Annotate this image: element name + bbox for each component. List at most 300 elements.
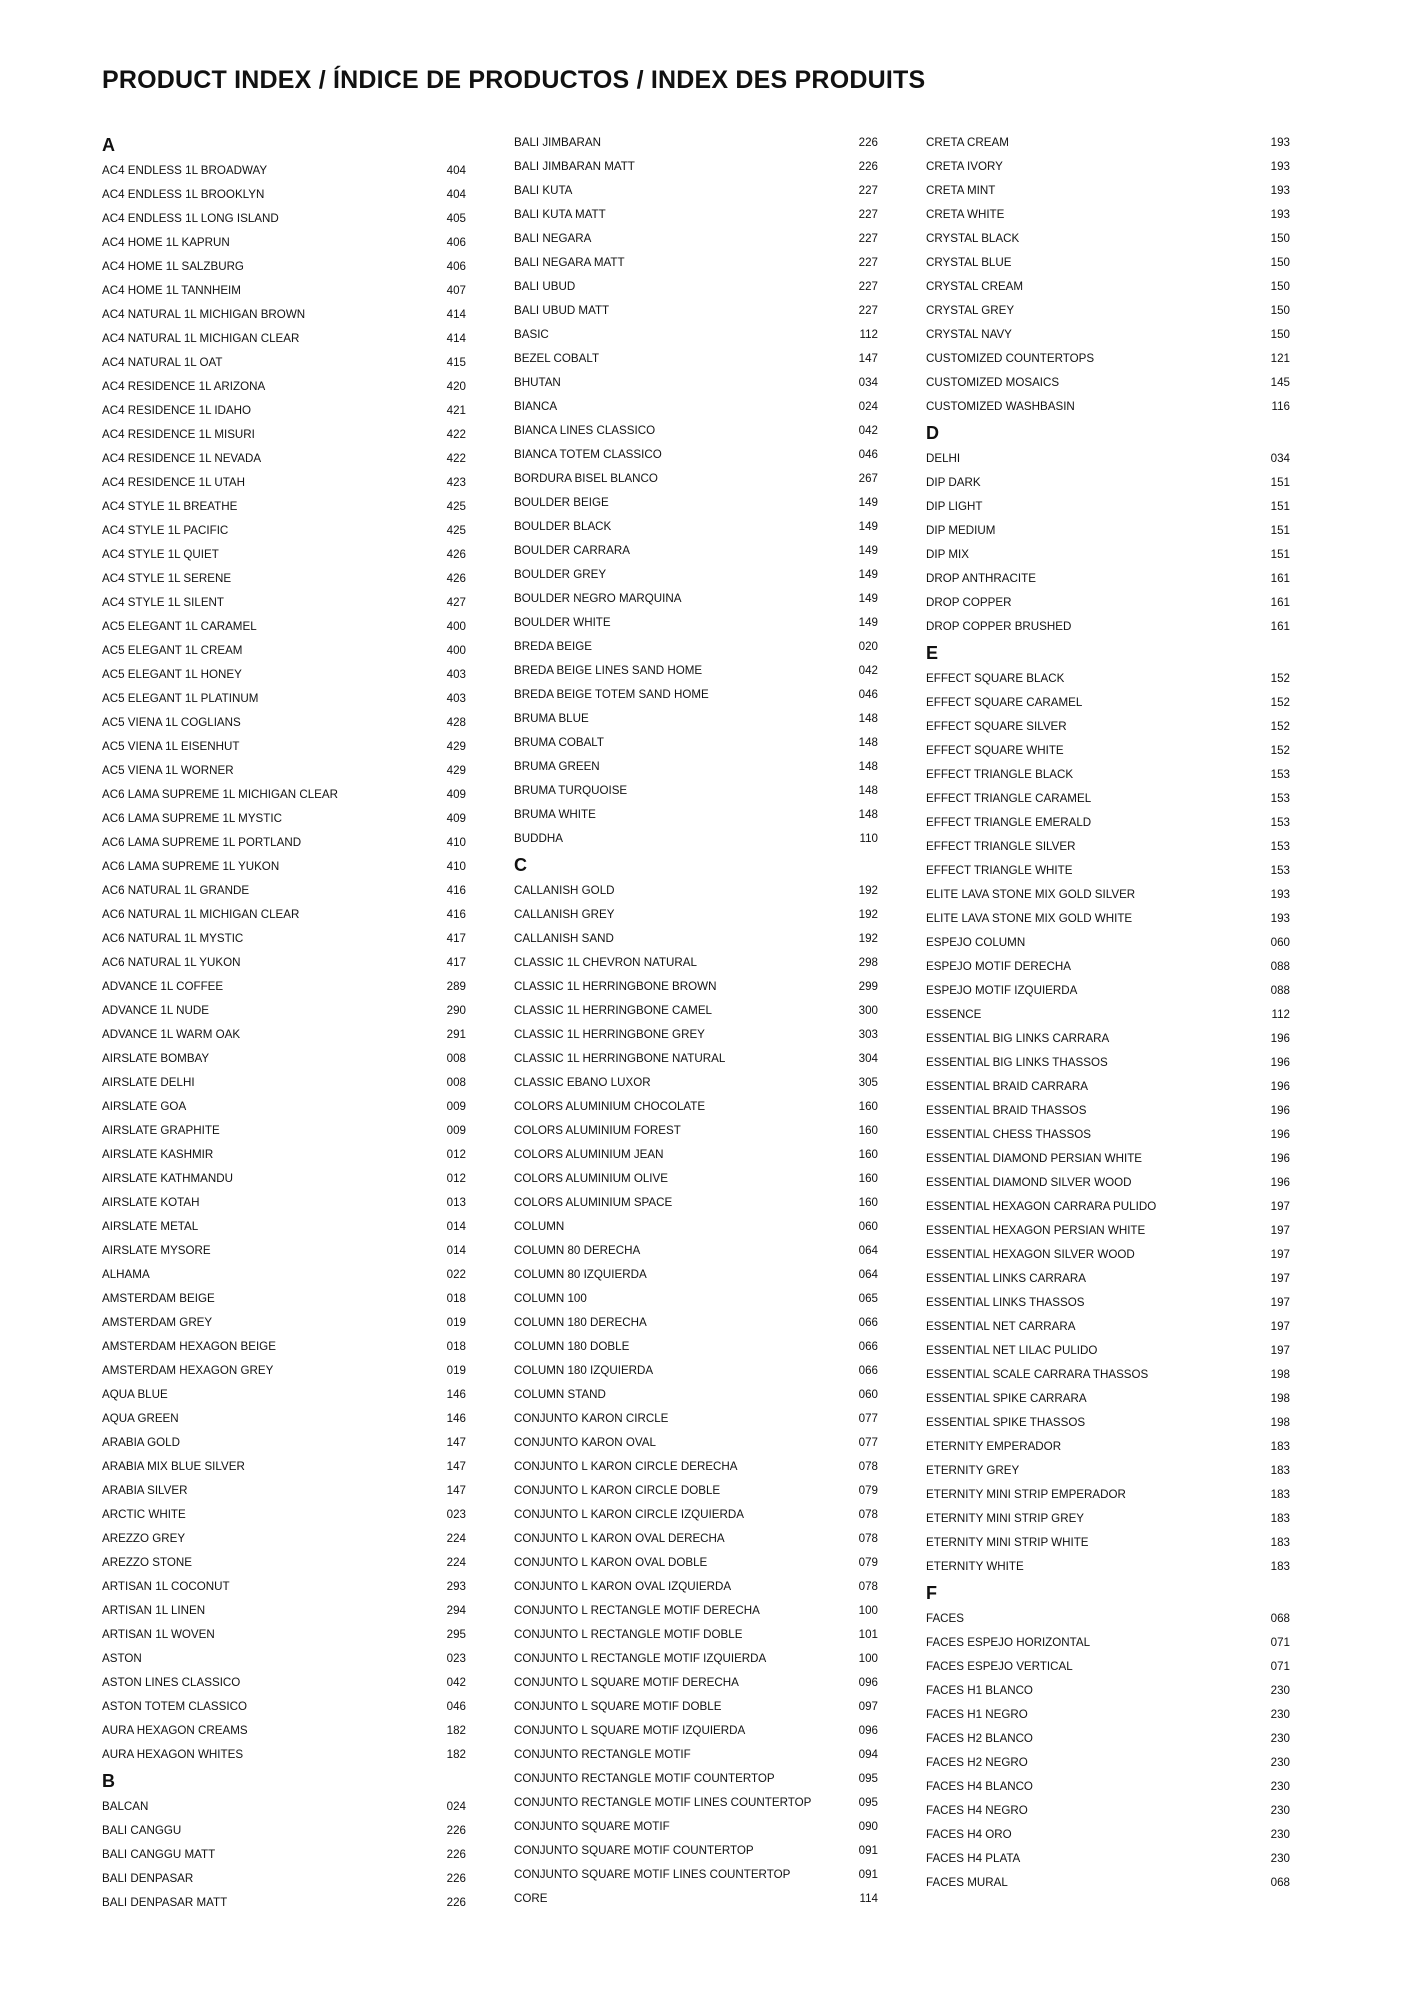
page-number: 042: [858, 663, 878, 677]
product-name: ESSENTIAL DIAMOND PERSIAN WHITE: [926, 1151, 1143, 1165]
product-name: AC4 STYLE 1L PACIFIC: [102, 523, 229, 537]
page-number: 193: [1270, 183, 1290, 197]
product-name: ARTISAN 1L WOVEN: [102, 1627, 215, 1641]
page-number: 078: [858, 1579, 878, 1593]
index-entry: [514, 394, 878, 418]
page-number: 416: [446, 907, 466, 921]
page-number: 077: [858, 1435, 878, 1449]
page-title: PRODUCT INDEX / ÍNDICE DE PRODUCTOS / INDEX DES PRODUITS: [102, 66, 926, 94]
page-number: 227: [858, 207, 878, 221]
page-number: 149: [858, 495, 878, 509]
page-number: 019: [446, 1363, 466, 1377]
index-entry: [926, 494, 1290, 518]
page-number: 230: [1270, 1755, 1290, 1769]
section-letter: C: [514, 855, 527, 875]
page-number: 198: [1270, 1367, 1290, 1381]
page-number: 305: [858, 1075, 878, 1089]
product-name: AREZZO STONE: [102, 1555, 192, 1569]
product-name: EFFECT SQUARE BLACK: [926, 671, 1065, 685]
product-name: ESSENTIAL HEXAGON PERSIAN WHITE: [926, 1223, 1146, 1237]
product-name: CONJUNTO L SQUARE MOTIF DOBLE: [514, 1699, 722, 1713]
product-name: ETERNITY MINI STRIP WHITE: [926, 1535, 1089, 1549]
product-name: BORDURA BISEL BLANCO: [514, 471, 658, 485]
page-number: 196: [1270, 1103, 1290, 1117]
product-name: CONJUNTO RECTANGLE MOTIF LINES COUNTERTOP: [514, 1795, 812, 1809]
page-number: 060: [858, 1387, 878, 1401]
index-entry: [926, 154, 1290, 178]
product-name: DIP MEDIUM: [926, 523, 996, 537]
page-number: 421: [446, 403, 466, 417]
page-number: 427: [446, 595, 466, 609]
index-entry: [926, 1530, 1290, 1554]
product-name: BALI DENPASAR MATT: [102, 1895, 228, 1909]
product-name: AC4 STYLE 1L QUIET: [102, 547, 219, 561]
product-name: BUDDHA: [514, 831, 563, 845]
page-number: 147: [446, 1435, 466, 1449]
product-name: DIP LIGHT: [926, 499, 983, 513]
index-entry: [514, 1070, 878, 1094]
page-number: 020: [858, 639, 878, 653]
product-name: ETERNITY MINI STRIP GREY: [926, 1511, 1085, 1525]
index-entry: [102, 806, 466, 830]
page-number: 042: [858, 423, 878, 437]
product-name: BALI CANGGU: [102, 1823, 182, 1837]
page-number: 149: [858, 543, 878, 557]
page-number: 414: [446, 307, 466, 321]
page-number: 227: [858, 183, 878, 197]
index-entry: [514, 1742, 878, 1766]
page-number: 046: [858, 687, 878, 701]
page-number: 196: [1270, 1127, 1290, 1141]
product-name: COLUMN 80 IZQUIERDA: [514, 1267, 647, 1281]
page-number: 088: [1270, 959, 1290, 973]
page-number: 009: [446, 1123, 466, 1137]
page-number: 148: [858, 783, 878, 797]
index-entry: [514, 1598, 878, 1622]
index-entry: [926, 930, 1290, 954]
index-entry: [514, 322, 878, 346]
product-name: ALHAMA: [102, 1267, 150, 1281]
index-entry: [926, 954, 1290, 978]
page-number: 150: [1270, 327, 1290, 341]
page-number: 023: [446, 1507, 466, 1521]
page-number: 009: [446, 1099, 466, 1113]
product-name: ESSENTIAL CHESS THASSOS: [926, 1127, 1091, 1141]
index-entry: [102, 734, 466, 758]
page-number: 192: [858, 883, 878, 897]
product-name: AC4 RESIDENCE 1L IDAHO: [102, 403, 252, 417]
product-name: BASIC: [514, 327, 549, 341]
product-name: BIANCA: [514, 399, 558, 413]
page-number: 064: [858, 1267, 878, 1281]
product-name: AIRSLATE GRAPHITE: [102, 1123, 220, 1137]
page-number: 100: [858, 1651, 878, 1665]
index-entry: [514, 178, 878, 202]
page-number: 230: [1270, 1731, 1290, 1745]
page-number: 152: [1270, 743, 1290, 757]
index-entry: [514, 610, 878, 634]
index-entry: [102, 158, 466, 182]
product-name: AC5 ELEGANT 1L PLATINUM: [102, 691, 259, 705]
index-entry: [102, 422, 466, 446]
product-name: FACES H1 NEGRO: [926, 1707, 1028, 1721]
index-entry: [514, 490, 878, 514]
index-entry: [514, 802, 878, 826]
index-entry: [926, 690, 1290, 714]
page-number: 064: [858, 1243, 878, 1257]
product-name: AC4 NATURAL 1L MICHIGAN CLEAR: [102, 331, 300, 345]
page-number: 290: [446, 1003, 466, 1017]
index-entry: [514, 1382, 878, 1406]
product-name: FACES H1 BLANCO: [926, 1683, 1033, 1697]
page-number: 227: [858, 231, 878, 245]
index-entry: [514, 346, 878, 370]
page-number: 426: [446, 571, 466, 585]
product-name: CALLANISH SAND: [514, 931, 614, 945]
index-entry: [926, 1266, 1290, 1290]
page-number: 114: [859, 1891, 878, 1905]
index-entry: [926, 274, 1290, 298]
product-name: CRYSTAL BLACK: [926, 231, 1020, 245]
product-name: BALI UBUD MATT: [514, 303, 610, 317]
page-number: 299: [858, 979, 878, 993]
index-columns: [0, 130, 1414, 1980]
index-entry: [926, 1822, 1290, 1846]
product-name: BALI NEGARA MATT: [514, 255, 625, 269]
index-entry: [102, 1574, 466, 1598]
index-entry: [514, 130, 878, 154]
page-number: 303: [858, 1027, 878, 1041]
product-name: FACES H2 NEGRO: [926, 1755, 1028, 1769]
product-name: ARABIA SILVER: [102, 1483, 188, 1497]
product-name: COLORS ALUMINIUM SPACE: [514, 1195, 673, 1209]
index-entry: [102, 662, 466, 686]
page-number: 291: [446, 1027, 466, 1041]
index-entry: [102, 398, 466, 422]
index-entry: [926, 394, 1290, 418]
page-number: 400: [446, 643, 466, 657]
product-name: AC4 RESIDENCE 1L UTAH: [102, 475, 246, 489]
product-name: BALI JIMBARAN MATT: [514, 159, 635, 173]
index-entry: [102, 614, 466, 638]
page-number: 152: [1270, 695, 1290, 709]
product-name: AC4 HOME 1L KAPRUN: [102, 235, 230, 249]
index-entry: [926, 1146, 1290, 1170]
page-number: 153: [1270, 767, 1290, 781]
index-entry: [514, 1622, 878, 1646]
page-number: 078: [858, 1507, 878, 1521]
page-number: 304: [858, 1051, 878, 1065]
index-entry: [926, 1338, 1290, 1362]
index-entry: [926, 858, 1290, 882]
index-entry: [926, 1170, 1290, 1194]
product-name: CRYSTAL CREAM: [926, 279, 1024, 293]
product-name: AC5 ELEGANT 1L HONEY: [102, 667, 242, 681]
page-number: 150: [1270, 303, 1290, 317]
page-number: 196: [1270, 1079, 1290, 1093]
index-entry: [926, 1002, 1290, 1026]
product-name: BREDA BEIGE TOTEM SAND HOME: [514, 687, 709, 701]
page-number: 160: [858, 1171, 878, 1185]
product-name: BRUMA BLUE: [514, 711, 589, 725]
product-name: ARCTIC WHITE: [102, 1507, 186, 1521]
index-entry: [102, 1646, 466, 1670]
page-number: 018: [446, 1291, 466, 1305]
index-entry: [514, 418, 878, 442]
product-name: DROP COPPER: [926, 595, 1012, 609]
index-entry: [514, 466, 878, 490]
page-number: 409: [446, 811, 466, 825]
product-name: DIP MIX: [926, 547, 969, 561]
product-name: AC4 ENDLESS 1L BROADWAY: [102, 163, 268, 177]
page-number: 425: [446, 499, 466, 513]
index-entry: [926, 542, 1290, 566]
product-name: ADVANCE 1L NUDE: [102, 1003, 209, 1017]
index-entry: [102, 206, 466, 230]
page-number: 423: [446, 475, 466, 489]
index-entry: [102, 1670, 466, 1694]
index-entry: [514, 370, 878, 394]
index-entry: [102, 950, 466, 974]
page-number: 198: [1270, 1415, 1290, 1429]
page-number: 407: [446, 283, 466, 297]
index-entry: [102, 1046, 466, 1070]
product-name: CONJUNTO L KARON OVAL IZQUIERDA: [514, 1579, 732, 1593]
index-entry: [926, 1050, 1290, 1074]
product-name: ELITE LAVA STONE MIX GOLD SILVER: [926, 887, 1136, 901]
product-name: AC4 HOME 1L SALZBURG: [102, 259, 244, 273]
index-entry: [514, 902, 878, 926]
page-number: 226: [446, 1823, 466, 1837]
index-entry: [926, 714, 1290, 738]
page-number: 151: [1270, 547, 1290, 561]
page-number: 023: [446, 1651, 466, 1665]
product-name: AC5 VIENA 1L COGLIANS: [102, 715, 241, 729]
page-number: 417: [446, 931, 466, 945]
page-number: 121: [1270, 351, 1290, 365]
index-entry: [102, 1358, 466, 1382]
product-name: CONJUNTO L RECTANGLE MOTIF IZQUIERDA: [514, 1651, 767, 1665]
index-entry: [926, 906, 1290, 930]
index-entry: [514, 1142, 878, 1166]
product-name: COLORS ALUMINIUM JEAN: [514, 1147, 664, 1161]
index-entry: [102, 758, 466, 782]
index-entry: [514, 1430, 878, 1454]
product-name: CONJUNTO SQUARE MOTIF LINES COUNTERTOP: [514, 1867, 791, 1881]
index-entry: [102, 1694, 466, 1718]
product-name: CLASSIC 1L HERRINGBONE CAMEL: [514, 1003, 713, 1017]
product-name: AC4 NATURAL 1L MICHIGAN BROWN: [102, 307, 306, 321]
index-entry: [514, 682, 878, 706]
page-number: 406: [446, 259, 466, 273]
product-name: ASTON TOTEM CLASSICO: [102, 1699, 247, 1713]
index-entry: [514, 778, 878, 802]
page-number: 300: [858, 1003, 878, 1017]
index-entry: [102, 1454, 466, 1478]
index-entry: [926, 346, 1290, 370]
section-letter: B: [102, 1771, 115, 1791]
index-entry: [102, 326, 466, 350]
page-number: 149: [858, 567, 878, 581]
index-entry: [514, 1046, 878, 1070]
product-name: ASTON: [102, 1651, 142, 1665]
index-entry: [102, 1382, 466, 1406]
product-name: AC4 RESIDENCE 1L MISURI: [102, 427, 255, 441]
page-number: 071: [1270, 1635, 1290, 1649]
product-name: ARTISAN 1L COCONUT: [102, 1579, 230, 1593]
page-number: 149: [858, 591, 878, 605]
index-entry: [102, 230, 466, 254]
product-name: AIRSLATE KASHMIR: [102, 1147, 214, 1161]
page-number: 095: [858, 1771, 878, 1785]
index-entry: [102, 1214, 466, 1238]
page-number: 198: [1270, 1391, 1290, 1405]
product-name: ETERNITY WHITE: [926, 1559, 1024, 1573]
product-name: ESSENTIAL BIG LINKS CARRARA: [926, 1031, 1110, 1045]
index-entry: [102, 1262, 466, 1286]
product-name: BALI DENPASAR: [102, 1871, 194, 1885]
index-entry: [514, 586, 878, 610]
product-name: CONJUNTO L KARON CIRCLE DERECHA: [514, 1459, 738, 1473]
page-number: 151: [1270, 475, 1290, 489]
index-entry: [926, 1458, 1290, 1482]
product-name: BIANCA LINES CLASSICO: [514, 423, 656, 437]
index-entry: [102, 830, 466, 854]
page-number: 404: [446, 163, 466, 177]
product-name: AC4 STYLE 1L BREATHE: [102, 499, 238, 513]
index-entry: [926, 1242, 1290, 1266]
product-name: AC4 HOME 1L TANNHEIM: [102, 283, 241, 297]
page-number: 153: [1270, 863, 1290, 877]
product-name: CLASSIC EBANO LUXOR: [514, 1075, 651, 1089]
index-entry: [102, 1022, 466, 1046]
page-number: 066: [858, 1363, 878, 1377]
page-number: 024: [446, 1799, 466, 1813]
index-entry: [926, 762, 1290, 786]
product-name: AC4 ENDLESS 1L BROOKLYN: [102, 187, 265, 201]
product-name: DELHI: [926, 451, 961, 465]
page-number: 116: [1271, 399, 1290, 413]
page-number: 193: [1270, 135, 1290, 149]
product-name: CONJUNTO L KARON OVAL DERECHA: [514, 1531, 725, 1545]
index-entry: [102, 1070, 466, 1094]
index-entry: [102, 278, 466, 302]
index-entry: [926, 1362, 1290, 1386]
page-number: 416: [446, 883, 466, 897]
page-number: 024: [858, 399, 878, 413]
product-name: DROP ANTHRACITE: [926, 571, 1036, 585]
product-name: FACES ESPEJO HORIZONTAL: [926, 1635, 1091, 1649]
page-number: 224: [446, 1531, 466, 1545]
product-name: AQUA GREEN: [102, 1411, 179, 1425]
product-name: EFFECT TRIANGLE CARAMEL: [926, 791, 1092, 805]
page-number: 294: [446, 1603, 466, 1617]
product-name: CRETA CREAM: [926, 135, 1009, 149]
page-number: 096: [858, 1675, 878, 1689]
index-entry: [514, 298, 878, 322]
index-entry: [926, 1290, 1290, 1314]
product-name: AIRSLATE BOMBAY: [102, 1051, 210, 1065]
page-number: 077: [858, 1411, 878, 1425]
index-entry: [514, 1358, 878, 1382]
index-entry: [102, 446, 466, 470]
product-name: AC5 VIENA 1L EISENHUT: [102, 739, 240, 753]
product-name: ESSENTIAL BIG LINKS THASSOS: [926, 1055, 1108, 1069]
product-name: ESSENTIAL SCALE CARRARA THASSOS: [926, 1367, 1149, 1381]
product-name: BOULDER BEIGE: [514, 495, 609, 509]
product-name: BRUMA WHITE: [514, 807, 596, 821]
product-name: COLUMN 180 IZQUIERDA: [514, 1363, 654, 1377]
product-name: FACES MURAL: [926, 1875, 1008, 1889]
index-entry: [926, 786, 1290, 810]
index-entry: [102, 782, 466, 806]
index-entry: [102, 1406, 466, 1430]
index-entry: [514, 754, 878, 778]
page-number: 197: [1270, 1343, 1290, 1357]
index-column-3: [926, 130, 1290, 1894]
product-name: ASTON LINES CLASSICO: [102, 1675, 241, 1689]
index-entry: [514, 1814, 878, 1838]
product-name: AURA HEXAGON WHITES: [102, 1747, 244, 1761]
page-number: 149: [858, 615, 878, 629]
index-entry: [514, 1118, 878, 1142]
index-entry: [514, 1838, 878, 1862]
index-entry: [102, 350, 466, 374]
product-name: COLUMN 100: [514, 1291, 587, 1305]
page-number: 182: [446, 1747, 466, 1761]
index-entry: [102, 854, 466, 878]
page-number: 078: [858, 1531, 878, 1545]
page-number: 227: [858, 303, 878, 317]
index-entry: [926, 1678, 1290, 1702]
product-name: COLORS ALUMINIUM FOREST: [514, 1123, 681, 1137]
product-name: CONJUNTO L SQUARE MOTIF IZQUIERDA: [514, 1723, 746, 1737]
product-name: EFFECT SQUARE WHITE: [926, 743, 1064, 757]
page-number: 197: [1270, 1199, 1290, 1213]
product-name: ESSENTIAL HEXAGON CARRARA PULIDO: [926, 1199, 1157, 1213]
index-entry: [514, 1694, 878, 1718]
product-name: FACES: [926, 1611, 965, 1625]
product-name: BALI KUTA: [514, 183, 573, 197]
index-entry: [514, 274, 878, 298]
index-entry: [926, 566, 1290, 590]
page-number: 197: [1270, 1223, 1290, 1237]
page-number: 197: [1270, 1295, 1290, 1309]
product-name: BOULDER CARRARA: [514, 543, 630, 557]
page-number: 090: [858, 1819, 878, 1833]
product-name: FACES H4 BLANCO: [926, 1779, 1033, 1793]
product-name: BOULDER GREY: [514, 567, 607, 581]
page-number: 150: [1270, 255, 1290, 269]
product-name: CONJUNTO L KARON OVAL DOBLE: [514, 1555, 708, 1569]
product-name: BALI JIMBARAN: [514, 135, 601, 149]
product-name: ETERNITY EMPERADOR: [926, 1439, 1062, 1453]
product-name: AURA HEXAGON CREAMS: [102, 1723, 248, 1737]
product-name: BOULDER NEGRO MARQUINA: [514, 591, 682, 605]
page-number: 183: [1270, 1463, 1290, 1477]
index-entry: [102, 254, 466, 278]
product-name: DIP DARK: [926, 475, 981, 489]
product-name: CORE: [514, 1891, 548, 1905]
product-name: CUSTOMIZED COUNTERTOPS: [926, 351, 1095, 365]
page-number: 078: [858, 1459, 878, 1473]
index-entry: [102, 1550, 466, 1574]
index-entry: [926, 322, 1290, 346]
product-name: EFFECT TRIANGLE EMERALD: [926, 815, 1092, 829]
page-number: 289: [446, 979, 466, 993]
page-number: 197: [1270, 1319, 1290, 1333]
index-entry: [514, 250, 878, 274]
